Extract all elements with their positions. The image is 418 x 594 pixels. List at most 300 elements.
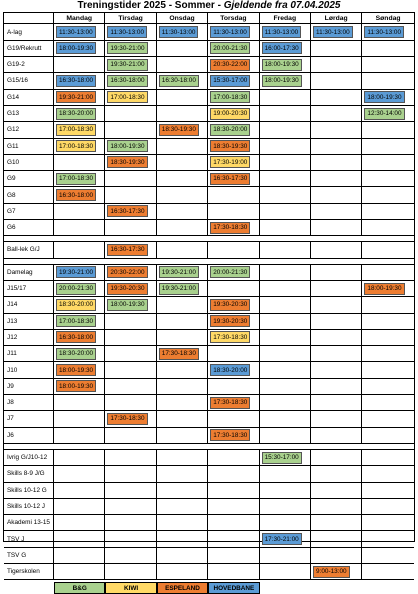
time-cell	[260, 428, 311, 444]
time-slot: 19:30-21:00	[56, 91, 96, 103]
day-header: Onsdag	[157, 13, 208, 24]
team-row	[4, 139, 414, 155]
time-cell	[54, 90, 105, 106]
team-row	[4, 281, 414, 297]
time-cell	[311, 314, 362, 330]
time-cell	[362, 395, 413, 411]
time-cell	[362, 564, 413, 580]
time-slot: 20:00-21:30	[56, 283, 96, 295]
time-slot: 16:30-18:00	[107, 75, 147, 87]
team-row	[4, 314, 414, 330]
time-slot: 9:00-13:00	[313, 566, 350, 578]
time-cell	[260, 220, 311, 236]
time-cell	[311, 90, 362, 106]
time-slot: 19:30-21:00	[56, 266, 96, 278]
time-slot: 16:30-17:30	[107, 244, 147, 256]
time-slot: 18:00-19:30	[262, 59, 302, 71]
time-cell	[260, 450, 311, 466]
time-cell	[311, 466, 362, 482]
day-header: Fredag	[260, 13, 311, 24]
time-cell	[260, 297, 311, 313]
time-cell	[311, 242, 362, 258]
time-cell	[105, 106, 156, 122]
time-cell	[105, 242, 156, 258]
time-cell	[105, 220, 156, 236]
time-cell	[208, 41, 259, 57]
time-cell	[105, 139, 156, 155]
time-cell	[362, 411, 413, 427]
time-cell	[105, 187, 156, 203]
time-cell	[208, 24, 259, 40]
time-slot: 16:30-18:00	[56, 75, 96, 87]
time-cell	[311, 548, 362, 564]
team-label: J7	[4, 411, 54, 427]
time-cell	[105, 265, 156, 281]
time-cell	[208, 330, 259, 346]
time-cell	[362, 155, 413, 171]
time-cell	[54, 106, 105, 122]
time-cell	[157, 379, 208, 395]
time-slot: 12:30-14:00	[364, 108, 404, 120]
time-cell	[208, 428, 259, 444]
time-slot: 18:00-19:30	[364, 91, 404, 103]
team-label: TSV G	[4, 548, 54, 564]
time-cell	[105, 155, 156, 171]
team-row	[4, 57, 414, 73]
time-slot: 16:30-18:00	[56, 331, 96, 343]
time-cell	[311, 73, 362, 89]
time-cell	[105, 90, 156, 106]
legend-item: KIWI	[105, 582, 156, 594]
page-title	[0, 0, 418, 12]
time-cell	[208, 90, 259, 106]
time-cell	[54, 466, 105, 482]
time-slot: 17:00-18:30	[56, 173, 96, 185]
team-label: Tigerskolen	[4, 564, 54, 580]
time-cell	[157, 411, 208, 427]
time-cell	[311, 428, 362, 444]
time-cell	[105, 24, 156, 40]
team-row	[4, 155, 414, 171]
time-cell	[208, 362, 259, 378]
time-cell	[54, 483, 105, 499]
time-cell	[105, 483, 156, 499]
time-slot: 11:30-13:00	[364, 26, 404, 38]
schedule-table	[3, 12, 415, 592]
team-row	[4, 204, 414, 220]
team-label: G7	[4, 204, 54, 220]
time-cell	[208, 73, 259, 89]
team-row	[4, 242, 414, 258]
time-slot: 11:30-13:00	[210, 26, 250, 38]
time-cell	[157, 204, 208, 220]
time-cell	[311, 330, 362, 346]
time-slot: 18:00-19:30	[56, 364, 96, 376]
time-cell	[311, 106, 362, 122]
time-cell	[362, 314, 413, 330]
time-cell	[105, 362, 156, 378]
time-cell	[157, 90, 208, 106]
legend-item: B&G	[54, 582, 105, 594]
time-cell	[208, 379, 259, 395]
team-label: J9	[4, 379, 54, 395]
time-cell	[54, 411, 105, 427]
time-slot: 17:30-18:30	[210, 331, 250, 343]
time-cell	[260, 362, 311, 378]
time-cell	[362, 265, 413, 281]
time-cell	[105, 548, 156, 564]
team-row	[4, 73, 414, 89]
time-cell	[362, 106, 413, 122]
time-cell	[362, 41, 413, 57]
time-slot: 19:30-20:30	[210, 299, 250, 311]
time-slot: 19:30-21:00	[159, 283, 199, 295]
time-slot: 16:30-18:00	[159, 75, 199, 87]
time-cell	[260, 90, 311, 106]
time-cell	[208, 139, 259, 155]
time-cell	[105, 41, 156, 57]
time-cell	[362, 428, 413, 444]
time-cell	[157, 187, 208, 203]
time-cell	[311, 204, 362, 220]
time-cell	[157, 106, 208, 122]
team-row	[4, 297, 414, 313]
time-cell	[362, 220, 413, 236]
time-cell	[105, 466, 156, 482]
time-cell	[311, 411, 362, 427]
time-slot: 17:30-18:30	[210, 222, 250, 234]
time-cell	[311, 483, 362, 499]
time-cell	[54, 73, 105, 89]
time-slot: 16:30-18:00	[56, 189, 96, 201]
time-cell	[157, 242, 208, 258]
time-cell	[260, 155, 311, 171]
time-cell	[157, 483, 208, 499]
time-slot: 17:30-18:30	[210, 429, 250, 441]
time-cell	[362, 483, 413, 499]
time-cell	[105, 171, 156, 187]
time-cell	[311, 155, 362, 171]
time-cell	[157, 24, 208, 40]
team-label: J15/17	[4, 281, 54, 297]
time-slot: 11:30-13:00	[107, 26, 147, 38]
time-cell	[260, 483, 311, 499]
time-slot: 16:30-17:30	[107, 205, 147, 217]
time-slot: 17:00-18:30	[210, 91, 250, 103]
time-slot: 20:00-21:30	[210, 266, 250, 278]
header-row	[4, 13, 414, 24]
team-label: G10	[4, 155, 54, 171]
time-cell	[362, 24, 413, 40]
team-row	[4, 362, 414, 378]
time-cell	[157, 499, 208, 515]
time-slot: 16:00-17:30	[262, 42, 302, 54]
time-cell	[105, 204, 156, 220]
time-slot: 20:30-22:00	[210, 59, 250, 71]
team-row	[4, 24, 414, 40]
time-cell	[54, 204, 105, 220]
time-cell	[105, 314, 156, 330]
time-cell	[157, 265, 208, 281]
time-cell	[208, 220, 259, 236]
time-cell	[208, 499, 259, 515]
time-cell	[311, 531, 362, 547]
time-cell	[54, 379, 105, 395]
time-cell	[208, 242, 259, 258]
time-cell	[362, 90, 413, 106]
time-slot: 11:30-13:00	[159, 26, 199, 38]
time-cell	[260, 242, 311, 258]
team-row	[4, 483, 414, 499]
header-corner	[4, 13, 54, 24]
time-cell	[208, 57, 259, 73]
time-slot: 19:30-20:30	[107, 283, 147, 295]
team-label: A-lag	[4, 24, 54, 40]
time-cell	[54, 139, 105, 155]
team-row	[4, 330, 414, 346]
time-cell	[157, 314, 208, 330]
time-slot: 18:30-20:00	[56, 108, 96, 120]
time-cell	[260, 330, 311, 346]
legend-item: ESPELAND	[157, 582, 208, 594]
time-cell	[260, 314, 311, 330]
team-label: J13	[4, 314, 54, 330]
time-slot: 17:30-21:00	[262, 533, 302, 545]
time-cell	[311, 297, 362, 313]
time-slot: 18:00-19:30	[56, 380, 96, 392]
time-cell	[157, 220, 208, 236]
team-label: J6	[4, 428, 54, 444]
time-cell	[157, 428, 208, 444]
time-cell	[208, 395, 259, 411]
time-cell	[260, 466, 311, 482]
time-cell	[362, 187, 413, 203]
team-row	[4, 171, 414, 187]
time-cell	[311, 57, 362, 73]
team-row	[4, 564, 414, 580]
time-cell	[54, 362, 105, 378]
team-label: Skills 10-12 G	[4, 483, 54, 499]
time-cell	[54, 450, 105, 466]
time-cell	[54, 548, 105, 564]
time-cell	[54, 265, 105, 281]
time-cell	[157, 139, 208, 155]
time-slot: 18:30-20:00	[56, 348, 96, 360]
time-cell	[208, 187, 259, 203]
team-row	[4, 346, 414, 362]
team-row	[4, 466, 414, 482]
time-cell	[208, 106, 259, 122]
time-cell	[208, 204, 259, 220]
time-slot: 19:30-20:30	[210, 315, 250, 327]
time-cell	[260, 395, 311, 411]
time-slot: 11:30-13:00	[313, 26, 353, 38]
team-row	[4, 450, 414, 466]
time-cell	[260, 531, 311, 547]
time-slot: 17:30-18:30	[159, 348, 199, 360]
time-cell	[311, 187, 362, 203]
team-label: Damelag	[4, 265, 54, 281]
team-row	[4, 122, 414, 138]
time-cell	[260, 411, 311, 427]
time-cell	[208, 564, 259, 580]
time-slot: 17:00-18:30	[107, 91, 147, 103]
time-cell	[157, 531, 208, 547]
time-cell	[105, 281, 156, 297]
time-slot: 17:30-18:30	[107, 413, 147, 425]
time-cell	[311, 24, 362, 40]
time-cell	[54, 330, 105, 346]
time-cell	[311, 122, 362, 138]
time-slot: 16:30-17:30	[210, 173, 250, 185]
time-cell	[362, 297, 413, 313]
time-cell	[157, 57, 208, 73]
time-cell	[311, 139, 362, 155]
time-slot: 19:30-21:00	[107, 42, 147, 54]
time-cell	[54, 41, 105, 57]
time-cell	[208, 483, 259, 499]
time-cell	[157, 362, 208, 378]
team-label: G12	[4, 122, 54, 138]
time-cell	[54, 564, 105, 580]
time-cell	[157, 73, 208, 89]
time-cell	[362, 73, 413, 89]
time-cell	[362, 531, 413, 547]
time-cell	[260, 548, 311, 564]
time-cell	[208, 155, 259, 171]
team-row	[4, 428, 414, 444]
time-cell	[105, 379, 156, 395]
time-cell	[157, 346, 208, 362]
time-cell	[157, 122, 208, 138]
team-row	[4, 90, 414, 106]
day-header: Mandag	[54, 13, 105, 24]
time-cell	[260, 281, 311, 297]
time-cell	[54, 57, 105, 73]
time-cell	[208, 466, 259, 482]
time-cell	[260, 57, 311, 73]
time-cell	[362, 548, 413, 564]
time-cell	[362, 242, 413, 258]
time-slot: 18:30-20:00	[210, 364, 250, 376]
time-slot: 11:30-13:00	[56, 26, 96, 38]
time-cell	[54, 281, 105, 297]
team-label: Ball-lek G/J	[4, 242, 54, 258]
time-cell	[54, 314, 105, 330]
time-cell	[54, 242, 105, 258]
time-cell	[208, 265, 259, 281]
time-cell	[362, 466, 413, 482]
time-cell	[208, 171, 259, 187]
time-cell	[54, 499, 105, 515]
time-slot: 20:30-22:00	[107, 266, 147, 278]
title-plain: Treningstider 2025 - Sommer -	[77, 0, 224, 11]
team-label: J11	[4, 346, 54, 362]
team-row	[4, 220, 414, 236]
time-cell	[311, 362, 362, 378]
time-cell	[54, 515, 105, 531]
time-slot: 18:00-19:30	[262, 75, 302, 87]
time-slot: 18:00-19:30	[107, 299, 147, 311]
time-cell	[362, 346, 413, 362]
time-cell	[105, 346, 156, 362]
time-slot: 17:00-18:30	[56, 140, 96, 152]
time-cell	[208, 548, 259, 564]
time-cell	[362, 499, 413, 515]
team-row	[4, 187, 414, 203]
time-cell	[362, 204, 413, 220]
team-row	[4, 499, 414, 515]
time-cell	[208, 515, 259, 531]
time-cell	[105, 531, 156, 547]
time-slot: 18:30-20:00	[56, 299, 96, 311]
time-cell	[105, 122, 156, 138]
time-cell	[208, 411, 259, 427]
time-cell	[54, 187, 105, 203]
time-cell	[54, 122, 105, 138]
time-cell	[311, 379, 362, 395]
time-slot: 18:00-19:30	[107, 140, 147, 152]
time-cell	[260, 41, 311, 57]
team-label: G19-2	[4, 57, 54, 73]
time-cell	[157, 297, 208, 313]
time-cell	[362, 281, 413, 297]
team-label: G19/Rekrutt	[4, 41, 54, 57]
time-cell	[157, 330, 208, 346]
time-cell	[311, 281, 362, 297]
time-cell	[362, 515, 413, 531]
time-cell	[105, 297, 156, 313]
team-label: G9	[4, 171, 54, 187]
time-slot: 20:00-21:30	[210, 42, 250, 54]
time-cell	[157, 395, 208, 411]
time-cell	[105, 564, 156, 580]
time-cell	[54, 428, 105, 444]
time-cell	[208, 281, 259, 297]
time-cell	[157, 466, 208, 482]
time-cell	[54, 155, 105, 171]
time-cell	[311, 220, 362, 236]
time-cell	[362, 171, 413, 187]
time-slot: 18:30-19:30	[159, 124, 199, 136]
time-cell	[362, 450, 413, 466]
time-cell	[362, 57, 413, 73]
time-cell	[54, 395, 105, 411]
time-cell	[54, 297, 105, 313]
team-label: J10	[4, 362, 54, 378]
team-label: G15/16	[4, 73, 54, 89]
time-cell	[362, 362, 413, 378]
team-label: Ivrig G/J10-12	[4, 450, 54, 466]
time-cell	[311, 41, 362, 57]
time-cell	[260, 265, 311, 281]
time-cell	[157, 515, 208, 531]
time-cell	[157, 450, 208, 466]
time-cell	[157, 281, 208, 297]
time-cell	[54, 531, 105, 547]
team-label: G13	[4, 106, 54, 122]
team-row	[4, 106, 414, 122]
team-row	[4, 41, 414, 57]
time-cell	[260, 346, 311, 362]
time-cell	[105, 395, 156, 411]
time-cell	[105, 330, 156, 346]
time-slot: 15:30-17:00	[262, 452, 302, 464]
time-cell	[157, 155, 208, 171]
team-label: G6	[4, 220, 54, 236]
time-cell	[362, 139, 413, 155]
legend-item: HOVEDBANE	[208, 582, 259, 594]
